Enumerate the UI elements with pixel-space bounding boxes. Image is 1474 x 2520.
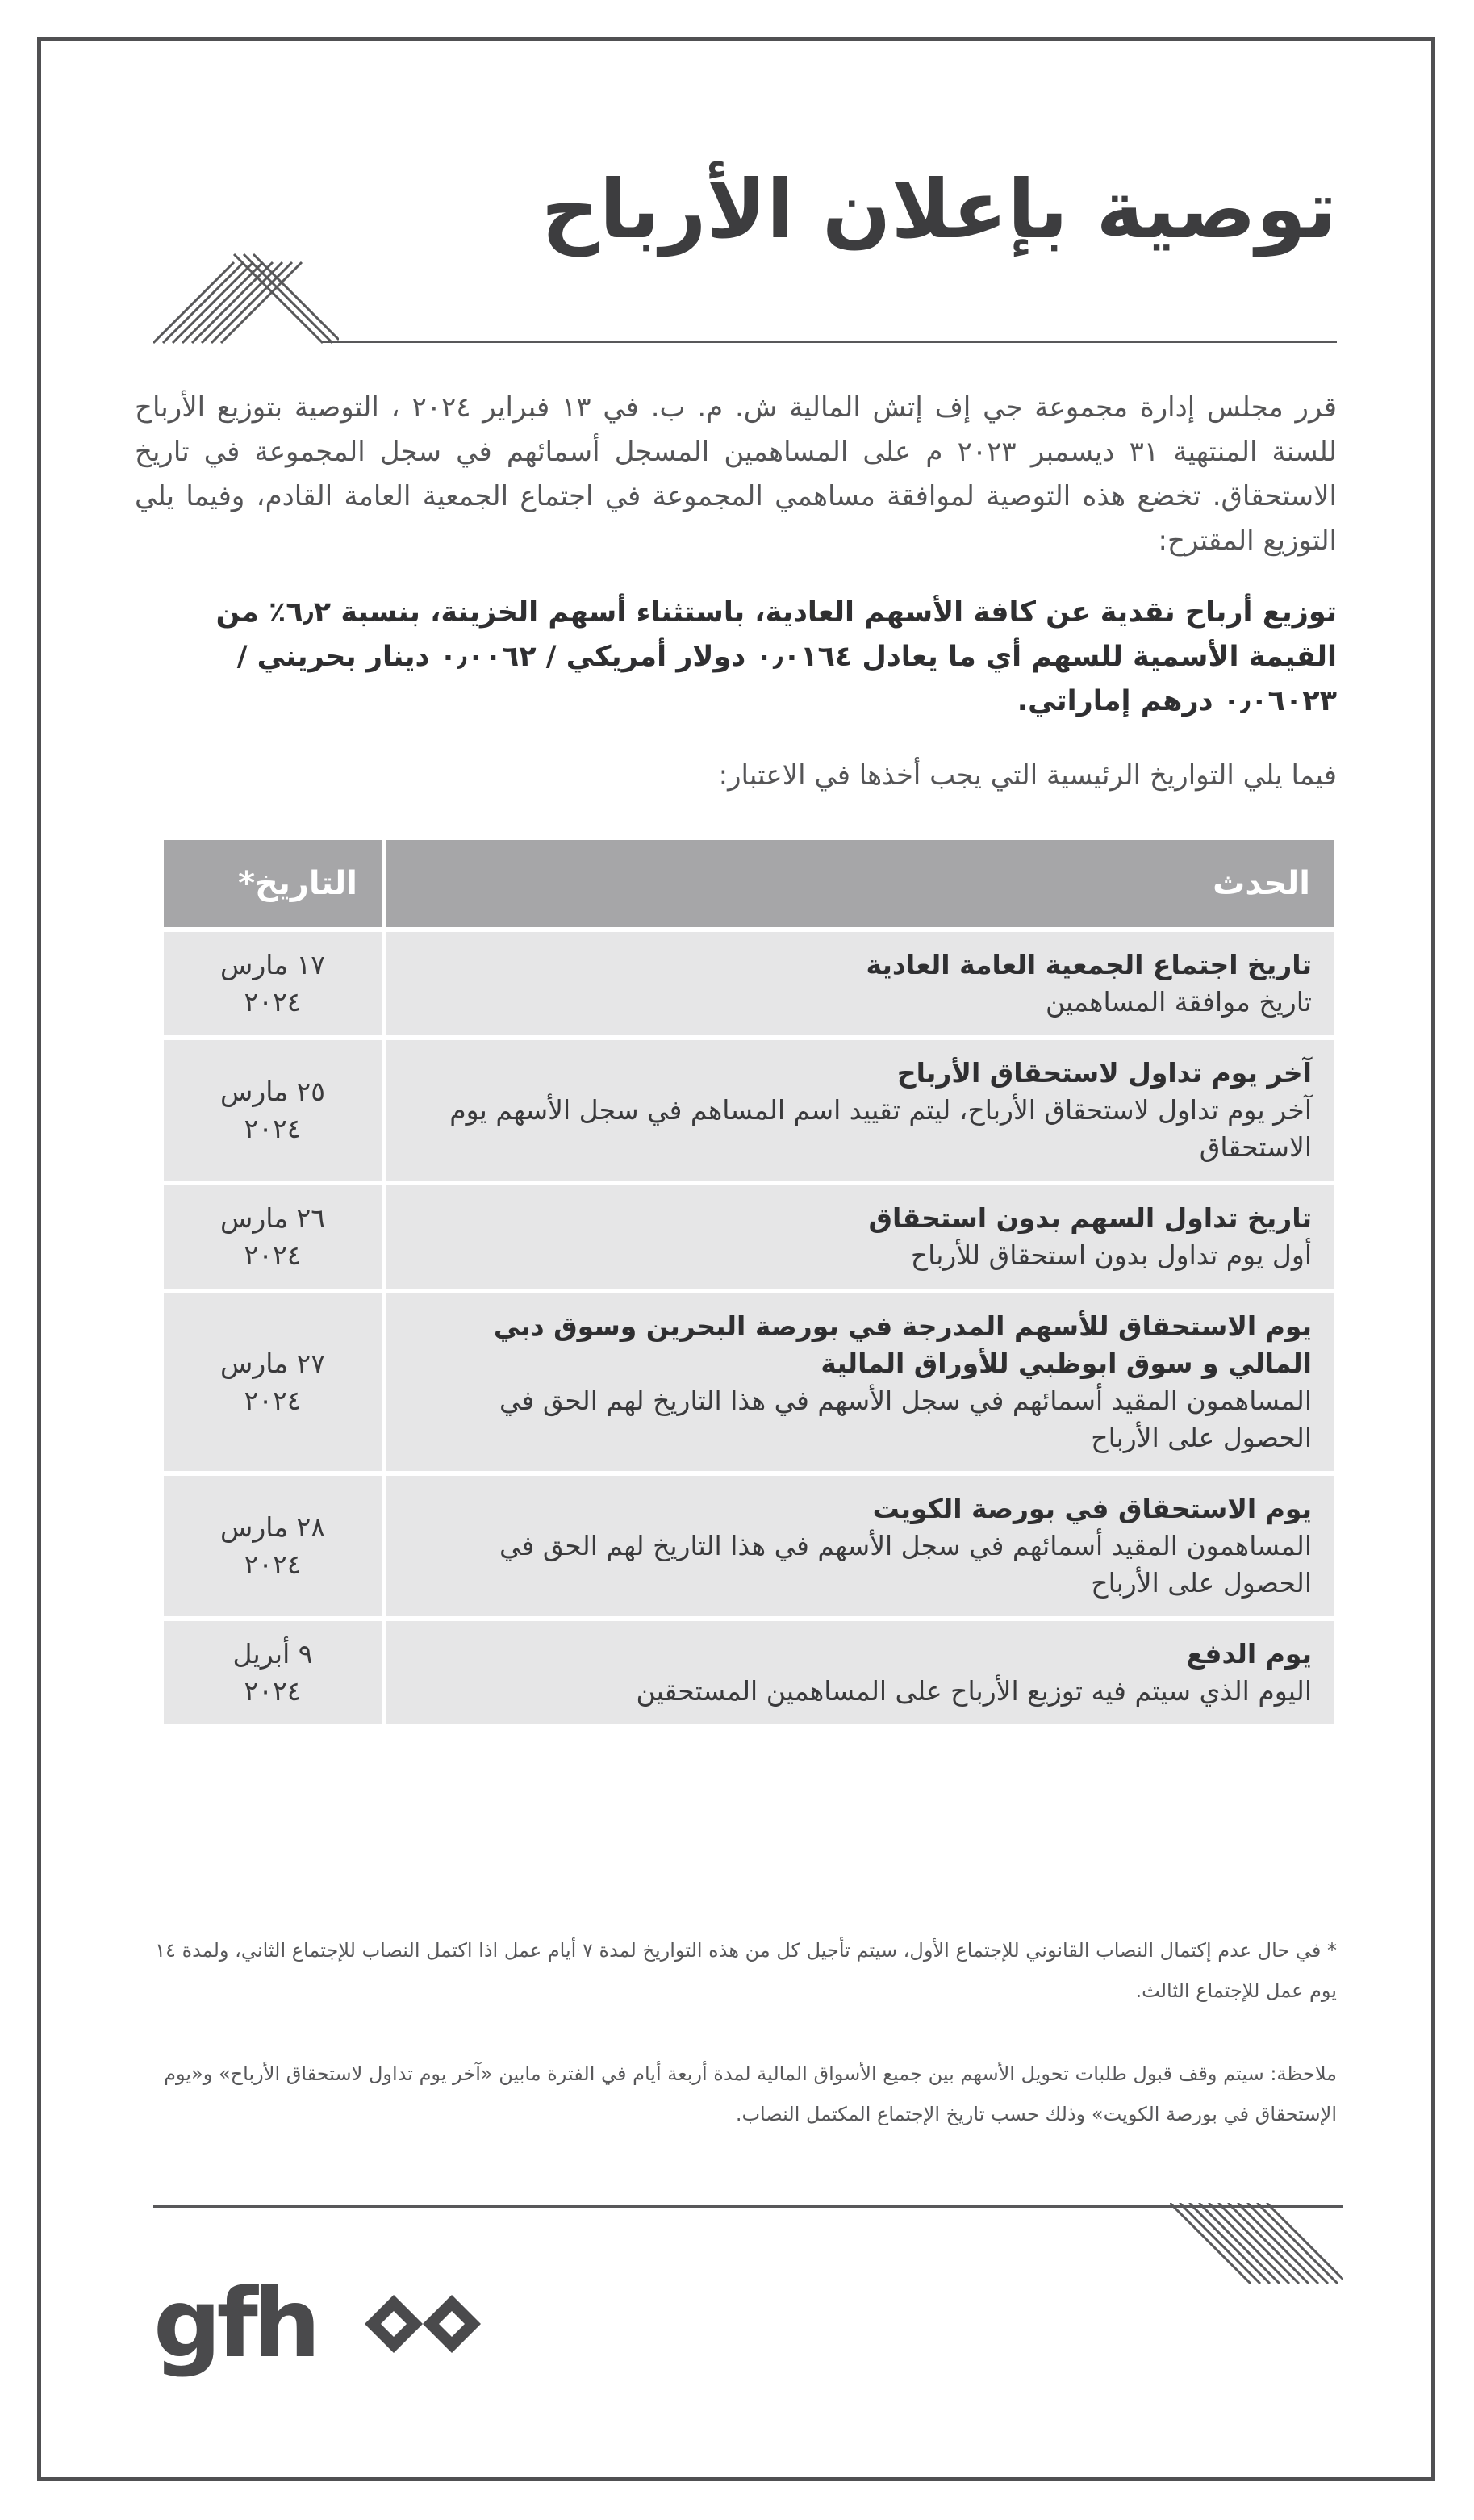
- table-header-row: [164, 840, 1334, 927]
- page-title: توصية بإعلان الأرباح: [541, 162, 1337, 257]
- header-event: الحدث: [386, 840, 1334, 927]
- date-year: ٢٠٢٤: [244, 1675, 302, 1707]
- event-cell: [386, 1185, 1334, 1289]
- bottom-rule: [153, 2205, 1343, 2208]
- event-cell: [386, 1293, 1334, 1471]
- table-row: [164, 1293, 1334, 1471]
- hatch-decoration-bottom: [1170, 2203, 1343, 2292]
- event-cell: [386, 1040, 1334, 1181]
- event-cell: [386, 1621, 1334, 1724]
- event-description: المساهمون المقيد أسمائهم في سجل الأسهم في هذا التاريخ لهم الحق في الحصول على الأرباح: [499, 1530, 1312, 1599]
- date-cell: [164, 1293, 382, 1471]
- table-row: [164, 1185, 1334, 1289]
- logo-diamonds-icon: [365, 2295, 481, 2353]
- date-day: ٢٦ مارس: [220, 1202, 325, 1234]
- table-row: [164, 1040, 1334, 1181]
- table-row: [164, 1476, 1334, 1616]
- date-day: ٢٥ مارس: [220, 1076, 325, 1107]
- footnote-note: ملاحظة: سيتم وقف قبول طلبات تحويل الأسهم بين جميع الأسواق المالية لمدة أربعة أيام في الفترة مابين «آخر يوم تداول لاستحقاق الأرباح» و«يوم الإستحقاق في بورصة الكويت» وذلك حسب تاريخ الإجتماع المكتمل النصاب.: [164, 2062, 1337, 2125]
- dates-intro: فيما يلي التواريخ الرئيسية التي يجب أخذها في الاعتبار:: [718, 759, 1337, 792]
- table-row: [164, 1621, 1334, 1724]
- events-table: [159, 835, 1339, 1729]
- date-day: ٢٨ مارس: [220, 1511, 325, 1543]
- title-rule: [323, 341, 1337, 343]
- event-title: يوم الاستحقاق للأسهم المدرجة في بورصة البحرين وسوق دبي المالي و سوق ابوظبي للأوراق المالية: [493, 1310, 1312, 1379]
- event-title: آخر يوم تداول لاستحقاق الأرباح: [896, 1057, 1312, 1089]
- date-day: ٩ أبريل: [232, 1638, 313, 1670]
- table-row: [164, 932, 1334, 1035]
- footnote-quorum: * في حال عدم إكتمال النصاب القانوني للإجتماع الأول، سيتم تأجيل كل من هذه التواريخ لمدة ٧ أيام عمل اذا اكتمل النصاب للإجتماع الثاني، ولمدة ١٤ يوم عمل للإجتماع الثالث.: [155, 1939, 1337, 2002]
- event-description: آخر يوم تداول لاستحقاق الأرباح، ليتم تقييد اسم المساهم في سجل الأسهم يوم الاستحقاق: [449, 1094, 1312, 1163]
- date-cell: [164, 1185, 382, 1289]
- date-year: ٢٠٢٤: [244, 1113, 302, 1144]
- proposal-paragraph: توزيع أرباح نقدية عن كافة الأسهم العادية، باستثناء أسهم الخزينة، بنسبة ٦٫٢٪ من القيمة الأسمية للسهم أي ما يعادل ٠٫٠١٦٤ دولار أمريكي / ٠٫٠٠٦٢ دينار بحريني / ٠٫٠٦٠٢٣ درهم إماراتي.: [215, 596, 1337, 717]
- event-description: أول يوم تداول بدون استحقاق للأرباح: [910, 1239, 1312, 1271]
- gfh-logo: [153, 2276, 492, 2397]
- event-title: يوم الاستحقاق في بورصة الكويت: [872, 1493, 1312, 1524]
- event-cell: [386, 1476, 1334, 1616]
- logo-wordmark: gfh: [153, 2276, 316, 2379]
- date-year: ٢٠٢٤: [244, 986, 302, 1018]
- date-cell: [164, 1040, 382, 1181]
- event-description: المساهمون المقيد أسمائهم في سجل الأسهم في هذا التاريخ لهم الحق في الحصول على الأرباح: [499, 1385, 1312, 1453]
- date-year: ٢٠٢٤: [244, 1548, 302, 1580]
- event-title: يوم الدفع: [1186, 1638, 1312, 1670]
- date-cell: [164, 1621, 382, 1724]
- event-description: اليوم الذي سيتم فيه توزيع الأرباح على المساهمين المستحقين: [636, 1675, 1312, 1707]
- event-cell: [386, 932, 1334, 1035]
- date-year: ٢٠٢٤: [244, 1385, 302, 1416]
- event-title: تاريخ اجتماع الجمعية العامة العادية: [866, 949, 1312, 980]
- date-year: ٢٠٢٤: [244, 1239, 302, 1271]
- event-description: تاريخ موافقة المساهمين: [1045, 986, 1312, 1018]
- header-date: التاريخ*: [164, 840, 382, 927]
- date-cell: [164, 1476, 382, 1616]
- hatch-decoration-top: [153, 246, 339, 347]
- date-cell: [164, 932, 382, 1035]
- date-day: ١٧ مارس: [220, 949, 325, 980]
- date-day: ٢٧ مارس: [220, 1348, 325, 1379]
- intro-paragraph: قرر مجلس إدارة مجموعة جي إف إتش المالية ش. م. ب. في ١٣ فبراير ٢٠٢٤ ، التوصية بتوزيع الأرباح للسنة المنتهية ٣١ ديسمبر ٢٠٢٣ م على المساهمين المسجل أسمائهم في سجل المجموعة في تاريخ الاستحقاق. تخضع هذه التوصية لموافقة مساهمي المجموعة في اجتماع الجمعية العامة القادم، وفيما يلي التوزيع المقترح:: [135, 391, 1337, 557]
- event-title: تاريخ تداول السهم بدون استحقاق: [868, 1202, 1312, 1234]
